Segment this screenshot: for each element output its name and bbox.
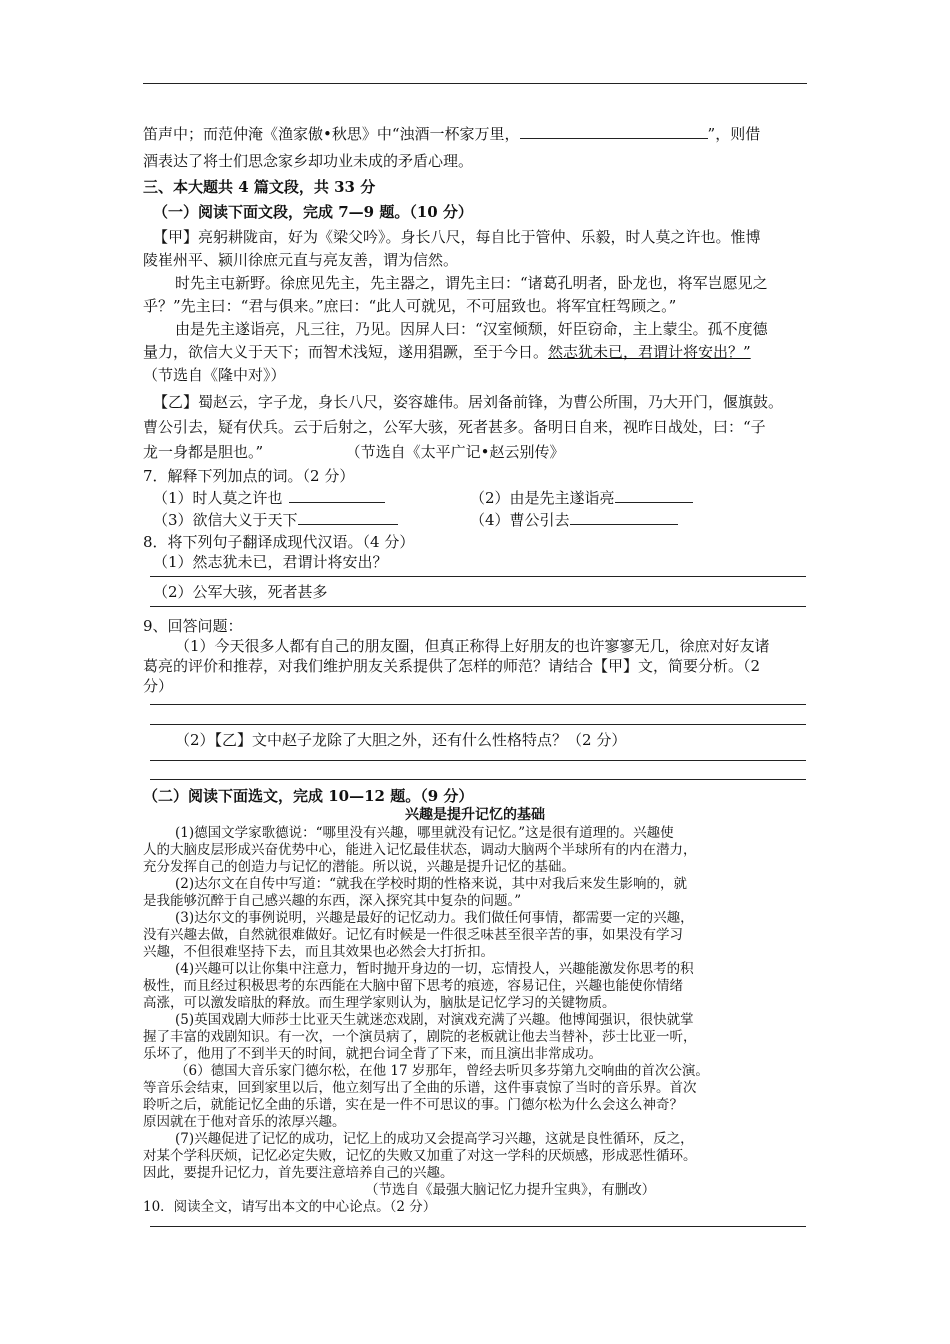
text-line xyxy=(143,124,760,144)
text: 量力，欲信大义于天下；而智术浅短，遂用猖蹶，至于今日。 xyxy=(143,343,549,361)
sub-question xyxy=(470,488,693,508)
answer-line[interactable] xyxy=(150,576,806,577)
article-title: 兴趣是提升记忆的基础 xyxy=(405,807,545,823)
text: （1）时人莫之许也 xyxy=(153,489,283,507)
question-8: 8．将下列句子翻译成现代汉语。（4 分） xyxy=(143,533,415,551)
text-line: 【甲】亮躬耕陇亩，好为《梁父吟》。身长八尺，每自比于管仲、乐毅，时人莫之许也。惟博 xyxy=(153,228,761,246)
answer-line[interactable] xyxy=(150,779,806,780)
header-rule xyxy=(143,83,807,84)
sub-question: （2）公军大骇，死者甚多 xyxy=(153,583,328,601)
sub-question: （2）【乙】文中赵子龙除了大胆之外，还有什么性格特点？（2 分） xyxy=(175,731,627,749)
paragraph-line: (7)兴趣促进了记忆的成功，记忆上的成功又会提高学习兴趣，这就是良性循环，反之， xyxy=(175,1131,694,1147)
text-line: 由是先主遂诣亮，凡三往，乃见。因屏人曰：“汉室倾颓，奸臣窃命，主上蒙尘。孤不度德 xyxy=(175,320,768,338)
text-line: 陵崔州平、颍川徐庶元直与亮友善，谓为信然。 xyxy=(143,251,459,269)
text-line: 分） xyxy=(143,677,174,695)
sub-question: （1）然志犹未已，君谓计将安出？ xyxy=(153,553,388,571)
paragraph-line: 聆听之后，就能记忆全曲的乐谱，实在是一件不可思议的事。门德尔松为什么会这么神奇？ xyxy=(143,1097,683,1113)
text-line: 葛亮的评价和推荐，对我们维护朋友关系提供了怎样的师范？请结合【甲】文，简要分析。（2 xyxy=(143,657,761,675)
paragraph-line: 原因就在于他对音乐的浓厚兴趣。 xyxy=(143,1114,346,1130)
source-note: （节选自《最强大脑记忆力提升宝典》，有删改） xyxy=(365,1182,656,1198)
text-line xyxy=(143,342,751,362)
sub-question xyxy=(153,510,398,530)
answer-line[interactable] xyxy=(150,724,806,725)
text-line: 乎？”先主曰：“君与俱来。”庶曰：“此人可就见，不可屈致也。将军宜枉驾顾之。” xyxy=(143,297,677,315)
paragraph-line: 等音乐会结束，回到家里以后，他立刻写出了全曲的乐谱，这件事袁惊了当时的音乐界。首次 xyxy=(143,1080,697,1096)
paragraph-line: 充分发挥自己的创造力与记忆的潜能。所以说，兴趣是提升记忆的基础。 xyxy=(143,859,575,875)
answer-line[interactable] xyxy=(150,1226,806,1227)
paragraph-line: 因此，要提升记忆力，首先要注意培养自己的兴趣。 xyxy=(143,1165,454,1181)
text-line: 龙一身都是胆也。” （节选自《太平广记•赵云别传》 xyxy=(143,443,565,461)
paragraph-line: (5)英国戏剧大师莎士比亚天生就迷恋戏剧，对演戏充满了兴趣。他博闻强识，很快就掌 xyxy=(175,1012,694,1028)
paragraph-line: 对某个学科厌烦，记忆必定失败，记忆的失败又加重了对这一学科的厌烦感，形成恶性循环。 xyxy=(143,1148,697,1164)
answer-line[interactable] xyxy=(150,760,806,761)
sub-question xyxy=(153,488,385,508)
sub-question xyxy=(470,510,678,530)
answer-blank[interactable] xyxy=(520,124,708,139)
answer-blank[interactable] xyxy=(570,510,678,525)
question-7: 7．解释下列加点的词。（2 分） xyxy=(143,467,355,485)
answer-blank[interactable] xyxy=(615,488,693,503)
paragraph-line: 兴趣，不但很难坚持下去，而且其效果也必然会大打折扣。 xyxy=(143,944,494,960)
paragraph-line: 握了丰富的戏剧知识。有一次，一个演员病了，剧院的老板就让他去当替补，莎士比亚一听， xyxy=(143,1029,697,1045)
text-line: （1）今天很多人都有自己的朋友圈，但真正称得上好朋友的也许寥寥无几，徐庶对好友诸 xyxy=(175,637,770,655)
text-line: 酒表达了将士们思念家乡却功业未成的矛盾心理。 xyxy=(143,152,474,170)
question-group-heading: （一）阅读下面文段，完成 7—9 题。（10 分） xyxy=(153,203,473,221)
question-9: 9、回答问题： xyxy=(143,617,243,635)
answer-line[interactable] xyxy=(150,704,806,705)
answer-blank[interactable] xyxy=(289,488,385,503)
paragraph-line: (1)德国文学家歌德说：“哪里没有兴趣，哪里就没有记忆。”这是很有道理的。兴趣使 xyxy=(175,825,674,841)
paragraph-line: 没有兴趣去做，自然就很难做好。记忆有时候是一件很乏味甚至很辛苦的事，如果没有学习 xyxy=(143,927,683,943)
answer-line[interactable] xyxy=(150,606,806,607)
paragraph-line: 乐坏了，他用了不到半天的时间，就把台词全背了下来，而且演出非常成功。 xyxy=(143,1046,602,1062)
paragraph-line: (3)达尔文的事例说明，兴趣是最好的记忆动力。我们做任何事情，都需要一定的兴趣， xyxy=(175,910,694,926)
paragraph-line: (4)兴趣可以让你集中注意力，暂时抛开身边的一切，忘情投人，兴趣能激发你思考的积 xyxy=(175,961,694,977)
text: （3）欲信大义于天下 xyxy=(153,511,298,529)
answer-blank[interactable] xyxy=(298,510,398,525)
question-group-heading: （二）阅读下面选文，完成 10—12 题。（9 分） xyxy=(143,787,474,805)
text: （2）由是先主遂诣亮 xyxy=(470,489,615,507)
paragraph-line: 高涨，可以激发暗肽的释放。而生理学家则认为，脑肽是记忆学习的关键物质。 xyxy=(143,995,616,1011)
text: ”，则借 xyxy=(707,125,761,143)
paragraph-line: 人的大脑皮层形成兴奋优势中心，能进入记忆最佳状态，调动大脑两个半球所有的内在潜力， xyxy=(143,842,697,858)
underlined-sentence: 然志犹未已，君谓计将安出？” xyxy=(548,343,751,361)
text-line: 时先主屯新野。徐庶见先主，先主器之，谓先主曰：“诸葛孔明者，卧龙也，将军岂愿见之 xyxy=(175,274,768,292)
text-line: 曹公引去，疑有伏兵。云于后射之，公军大骇，死者甚多。备明日自来，视昨日战处，曰：“子 xyxy=(143,418,766,436)
source-note: （节选自《隆中对》） xyxy=(143,366,286,384)
paragraph-line: （6）德国大音乐家门德尔松，在他 17 岁那年，曾经去听贝多芬第九交响曲的首次公演。 xyxy=(175,1063,709,1079)
text-line: 【乙】蜀赵云，字子龙，身长八尺，姿容雄伟。居刘备前锋，为曹公所围，乃大开门，偃旗鼓。 xyxy=(153,393,784,411)
paragraph-line: 极性，而且经过积极思考的东西能在大脑中留下思考的痕迹，容易记住，兴趣也能使你情绪 xyxy=(143,978,683,994)
question-10: 10．阅读全文，请写出本文的中心论点。（2 分） xyxy=(143,1199,437,1215)
section-heading: 三、本大题共 4 篇文段，共 33 分 xyxy=(143,178,376,196)
text: 笛声中；而范仲淹《渔家傲•秋思》中“浊酒一杯家万里， xyxy=(143,125,520,143)
paragraph-line: (2)达尔文在自传中写道：“就我在学校时期的性格来说，其中对我后来发生影响的，就 xyxy=(175,876,688,892)
text: （4）曹公引去 xyxy=(470,511,570,529)
paragraph-line: 是我能够沉醉于自己感兴趣的东西，深入探究其中复杂的问题。” xyxy=(143,893,522,909)
